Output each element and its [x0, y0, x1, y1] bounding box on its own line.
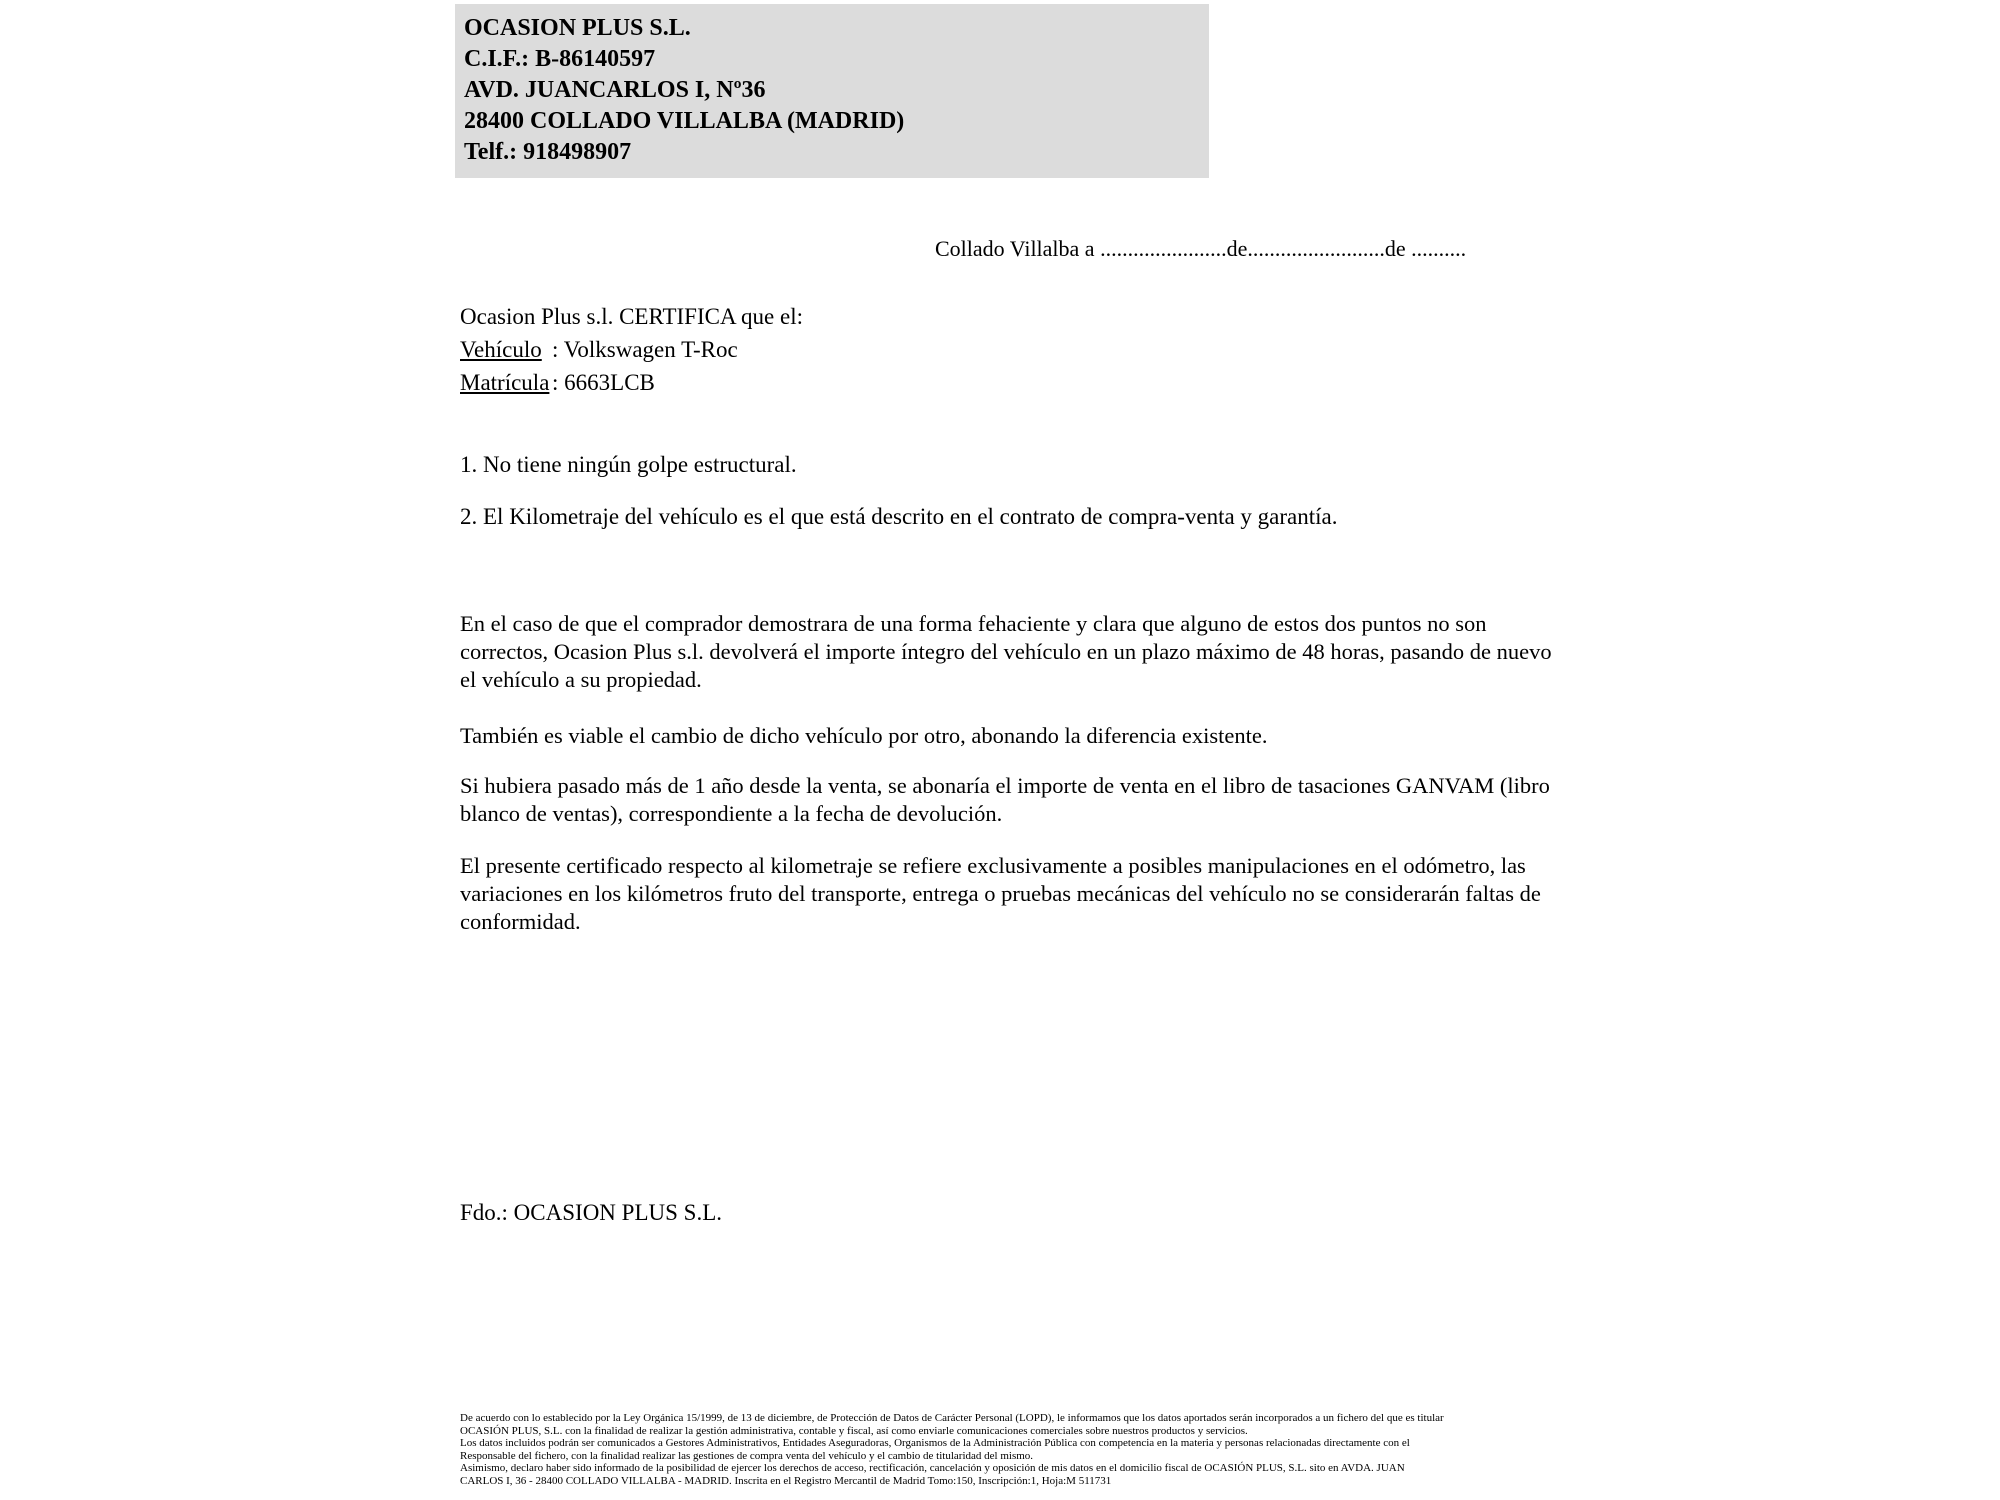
certified-point-2: 2. El Kilometraje del vehículo es el que está descrito en el contrato de compra-venta y garantía.	[460, 504, 1338, 529]
signature-line: Fdo.: OCASION PLUS S.L.	[460, 1200, 722, 1225]
vehicle-row	[460, 333, 803, 366]
vehicle-value: : Volkswagen T-Roc	[552, 337, 738, 362]
plate-label: Matrícula	[460, 370, 550, 395]
date-line: Collado Villalba a .......................de.........................de ..........	[935, 236, 1467, 261]
legal-footer-line: Responsable del fichero, con la finalidad realizar las gestiones de compra venta del vehículo y el cambio de titularidad del mismo.	[460, 1449, 1034, 1462]
vehicle-label: Vehículo	[460, 337, 542, 362]
certification-block	[460, 300, 803, 399]
legal-footer-line: De acuerdo con lo establecido por la Ley Orgánica 15/1999, de 13 de diciembre, de Protección de Datos de Carácter Personal (LOPD), le informamos que los datos aportados serán incorporados a un fichero del que es titular	[460, 1412, 1444, 1424]
legal-footer-line: Asimismo, declaro haber sido informado de la posibilidad de ejercer los derechos de acceso, rectificación, cancelación y oposición de mis datos en el domicilio fiscal de OCASIÓN PLUS, S.L. sito en AVDA. JUAN	[460, 1462, 1405, 1474]
company-city: 28400 COLLADO VILLALBA (MADRID)	[464, 108, 905, 134]
legal-footer-line: Los datos incluidos podrán ser comunicados a Gestores Administrativos, Entidades Aseguradoras, Organismos de la Administración Pública con competencia en la materia y personas relacionadas directamente con el	[460, 1437, 1410, 1449]
legal-footer	[460, 1412, 1444, 1487]
paragraph-refund-clause: En el caso de que el comprador demostrara de una forma fehaciente y clara que alguno de estos dos puntos no son correctos, Ocasion Plus s.l. devolverá el importe íntegro del vehículo en un plazo máximo de 48 horas, pasando de nuevo el vehículo a su propiedad.	[460, 611, 1552, 692]
company-address: AVD. JUANCARLOS I, Nº36	[464, 77, 766, 103]
plate-row	[460, 366, 803, 399]
paragraph-ganvam-clause: Si hubiera pasado más de 1 año desde la venta, se abonaría el importe de venta en el libro de tasaciones GANVAM (libro blanco de ventas), correspondiente a la fecha de devolución.	[460, 773, 1550, 826]
legal-footer-line: OCASIÓN PLUS, S.L. con la finalidad de realizar la gestión administrativa, contable y fiscal, así como enviarle comunicaciones comerciales sobre nuestros productos y servicios.	[460, 1424, 1248, 1437]
plate-value: : 6663LCB	[552, 370, 655, 395]
legal-footer-line: CARLOS I, 36 - 28400 COLLADO VILLALBA - MADRID. Inscrita en el Registro Mercantil de Madrid Tomo:150, Inscripción:1, Hoja:M 511731	[460, 1474, 1112, 1487]
company-phone: Telf.: 918498907	[464, 139, 632, 165]
company-name: OCASION PLUS S.L.	[464, 15, 691, 41]
certification-intro: Ocasion Plus s.l. CERTIFICA que el:	[460, 304, 803, 329]
paragraph-odometer-clause: El presente certificado respecto al kilometraje se refiere exclusivamente a posibles manipulaciones en el odómetro, las variaciones en los kilómetros fruto del transporte, entrega o pruebas mecánicas del vehículo no se considerarán faltas de conformidad.	[460, 853, 1541, 934]
paragraph-exchange-clause: También es viable el cambio de dicho vehículo por otro, abonando la diferencia existente.	[460, 723, 1268, 748]
certified-point-1: 1. No tiene ningún golpe estructural.	[460, 452, 797, 477]
company-cif: C.I.F.: B-86140597	[464, 46, 656, 72]
company-header-box	[455, 4, 1209, 178]
